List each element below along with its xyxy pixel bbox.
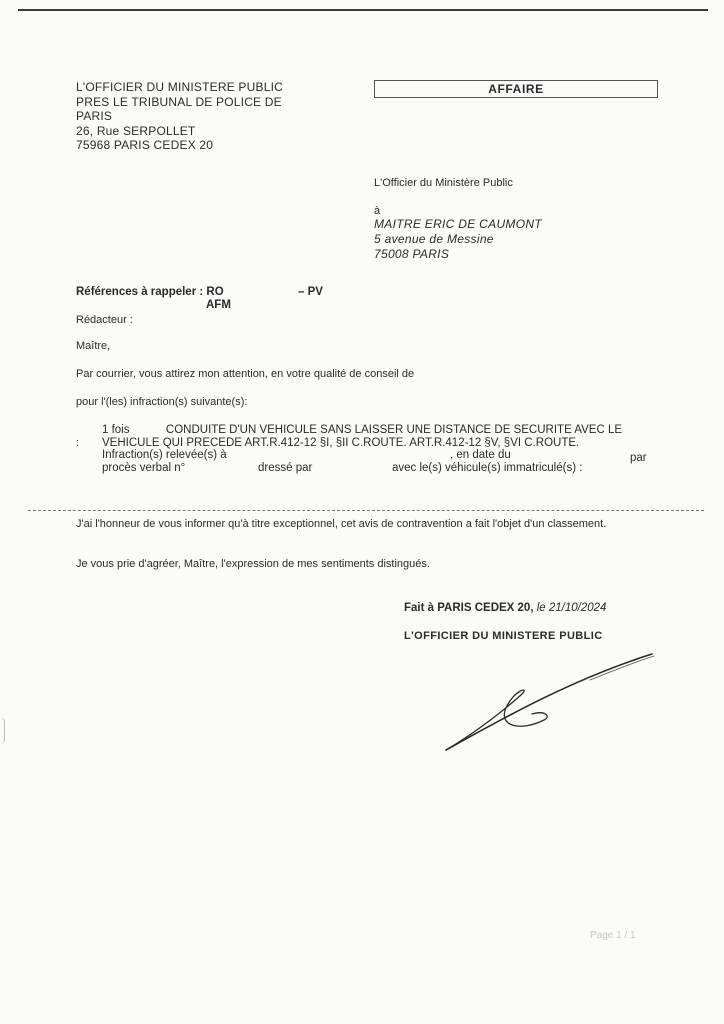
recipient-city: 75008 PARIS [374,247,450,261]
sender-line: PRES LE TRIBUNAL DE POLICE DE [76,94,282,109]
infraction-count: 1 fois [102,424,130,436]
references-afm: AFM [206,299,231,311]
par-label: par [630,452,647,464]
affaire-box [374,80,658,98]
fait-date: le 21/10/2024 [536,602,607,614]
date-label: , en date du [450,449,511,461]
infraction-block [102,424,647,474]
salutation: Maître, [76,340,111,352]
infraction-text-cont: VEHICULE QUI PRECEDE ART.R.412-12 §I, §II C.ROUTE. ART.R.412-12 §V, §VI C.ROUTE. [102,436,580,449]
recipient-address [374,217,542,262]
sender-line: 75968 PARIS CEDEX 20 [76,138,214,152]
signature-icon [440,650,656,754]
to-word: à [374,205,381,217]
affaire-label: AFFAIRE [488,82,544,96]
dresse-label: dressé par [258,461,313,474]
section-divider [28,510,704,511]
scan-edge-mark [0,718,5,744]
sender-line: L'OFFICIER DU MINISTERE PUBLIC [76,80,283,94]
recipient-name: MAITRE ERIC DE CAUMONT [374,217,542,231]
paragraph-attention: Par courrier, vous attirez mon attention, en votre qualité de conseil de [76,368,415,380]
recipient-street: 5 avenue de Messine [374,232,494,246]
fait-place: Fait à PARIS CEDEX 20, [404,602,534,614]
vehicule-label: avec le(s) véhicule(s) immatriculé(s) : [392,461,583,474]
sender-line: 26, Rue SERPOLLET [76,123,196,138]
references-label: Références à rappeler : RO [76,286,224,298]
paragraph-infractions: pour l'(les) infraction(s) suivante(s): [76,396,248,408]
redacteur-label: Rédacteur : [76,314,133,326]
top-rule [18,9,708,11]
officer-title: L'OFFICIER DU MINISTERE PUBLIC [404,630,603,642]
from-line: L'Officier du Ministère Public [374,177,513,189]
references-pv: – PV [298,286,323,298]
page-number: Page 1 / 1 [590,930,636,941]
recipient-header [374,176,513,218]
pv-label: procès verbal n° [102,461,186,474]
sender-address [76,80,283,153]
sender-line: PARIS [76,109,113,123]
colon-mark: : [76,437,80,449]
fait-line [404,602,606,614]
classement-paragraph: J'ai l'honneur de vous informer qu'à titre exceptionnel, cet avis de contravention a fait l'objet d'un classement. [76,518,607,530]
infraction-text: CONDUITE D'UN VEHICULE SANS LAISSER UNE DISTANCE DE SECURITE AVEC LE [165,424,623,436]
closing-paragraph: Je vous prie d'agréer, Maître, l'expression de mes sentiments distingués. [76,558,430,570]
releve-label: Infraction(s) relevée(s) à [102,449,227,461]
